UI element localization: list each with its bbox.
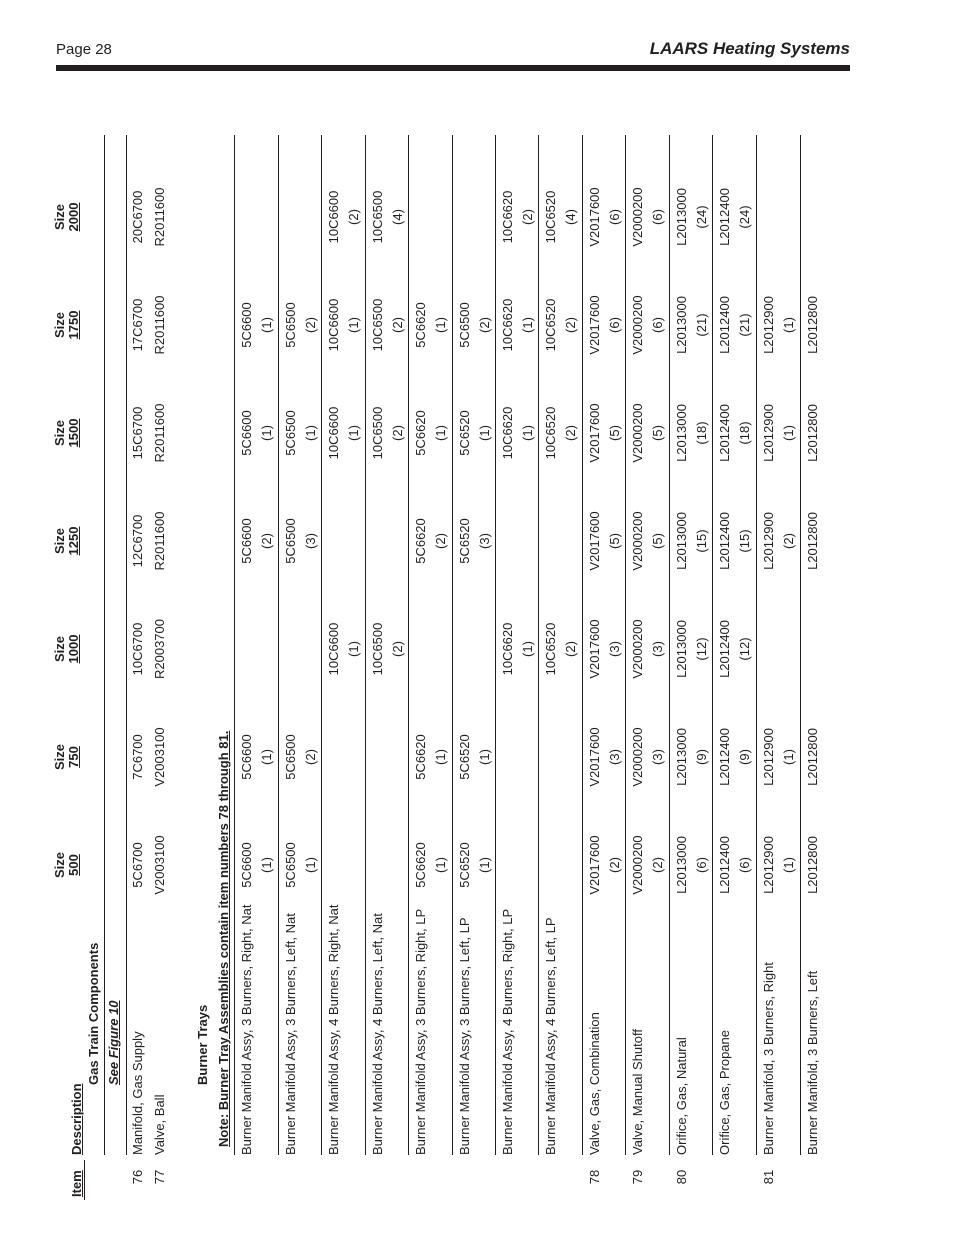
part-quantity: (1) [433, 857, 448, 873]
size-column-header [53, 388, 81, 478]
part-number: V2017600 [587, 835, 602, 895]
brand-title: LAARS Heating Systems [649, 39, 850, 58]
part-number: 10C6700 [130, 622, 145, 676]
part-quantity: (12) [694, 637, 709, 661]
part-number: 5C6600 [239, 518, 254, 564]
part-number: L2012400 [717, 620, 732, 678]
part-number: 5C6600 [239, 302, 254, 348]
row-description: Burner Manifold, 3 Burners, Left [805, 970, 820, 1155]
part-number: V2017600 [587, 619, 602, 679]
part-number: V2017600 [587, 187, 602, 247]
part-quantity: (12) [737, 637, 752, 661]
item-number: 79 [630, 1169, 645, 1185]
part-number: V2000200 [630, 619, 645, 679]
item-number: 80 [674, 1169, 689, 1185]
part-number: 10C6620 [500, 298, 515, 352]
part-quantity: (1) [303, 857, 318, 873]
row-description: Orifice, Gas, Natural [674, 1037, 689, 1155]
part-quantity: (6) [650, 209, 665, 225]
part-quantity: (2) [346, 209, 361, 225]
part-quantity: (3) [607, 749, 622, 765]
part-quantity: (2) [433, 533, 448, 549]
part-quantity: (2) [477, 317, 492, 333]
part-number: 5C6500 [283, 842, 298, 888]
part-number: R2011600 [152, 187, 167, 247]
row-separator [582, 135, 583, 1155]
size-word: Size [52, 204, 67, 231]
header-underline [84, 1160, 85, 1200]
part-quantity: (1) [433, 425, 448, 441]
part-quantity: (2) [650, 857, 665, 873]
part-quantity: (5) [650, 533, 665, 549]
part-number: L2012400 [717, 404, 732, 462]
row-description: Burner Manifold Assy, 3 Burners, Right, LP [413, 908, 428, 1155]
row-separator [495, 135, 496, 1155]
part-number: 5C6620 [413, 734, 428, 780]
part-quantity: (3) [607, 641, 622, 657]
part-quantity: (6) [650, 317, 665, 333]
part-number: V2000200 [630, 295, 645, 355]
part-quantity: (1) [346, 641, 361, 657]
row-description: Burner Manifold, 3 Burners, Right [761, 962, 776, 1155]
part-quantity: (15) [737, 529, 752, 553]
part-quantity: (2) [390, 317, 405, 333]
part-number: 10C6520 [543, 298, 558, 352]
part-quantity: (1) [259, 749, 274, 765]
part-quantity: (2) [303, 749, 318, 765]
part-number: V2017600 [587, 511, 602, 571]
part-number: L2012900 [761, 296, 776, 354]
part-quantity: (15) [694, 529, 709, 553]
row-description: Orifice, Gas, Propane [717, 1030, 732, 1155]
part-number: 5C6500 [283, 518, 298, 564]
part-number: 5C6600 [239, 410, 254, 456]
part-number: L2012800 [805, 728, 820, 786]
part-number: 5C6500 [283, 734, 298, 780]
part-quantity: (3) [650, 641, 665, 657]
part-number: 5C6520 [457, 734, 472, 780]
part-quantity: (5) [607, 533, 622, 549]
part-number: 5C6500 [457, 302, 472, 348]
row-description: Burner Manifold Assy, 3 Burners, Right, Nat [239, 904, 254, 1155]
part-number: L2012400 [717, 512, 732, 570]
part-number: V2000200 [630, 511, 645, 571]
size-column-header [53, 172, 81, 262]
row-separator [126, 135, 127, 1155]
part-quantity: (1) [259, 857, 274, 873]
part-quantity: (1) [259, 317, 274, 333]
row-separator [408, 135, 409, 1155]
part-quantity: (18) [694, 421, 709, 445]
part-number: L2012800 [805, 512, 820, 570]
part-number: 5C6620 [413, 302, 428, 348]
part-number: 17C6700 [130, 298, 145, 352]
part-quantity: (1) [477, 749, 492, 765]
part-quantity: (2) [303, 317, 318, 333]
part-number: L2012900 [761, 836, 776, 894]
part-quantity: (2) [520, 209, 535, 225]
row-separator [452, 135, 453, 1155]
row-separator [625, 135, 626, 1155]
part-number: 5C6500 [283, 302, 298, 348]
item-number: 77 [152, 1169, 167, 1185]
size-value: 2000 [66, 202, 81, 232]
size-value: 750 [66, 746, 81, 768]
part-number: V2000200 [630, 835, 645, 895]
part-number: 10C6620 [500, 406, 515, 460]
part-number: 10C6600 [326, 622, 341, 676]
burner-tray-note: Note: Burner Tray Assemblies contain item numbers 78 through 81. [216, 730, 231, 1147]
part-quantity: (1) [520, 317, 535, 333]
size-column-header [53, 604, 81, 694]
part-number: L2012900 [761, 404, 776, 462]
part-number: 10C6500 [370, 622, 385, 676]
part-number: 10C6520 [543, 406, 558, 460]
part-quantity: (2) [607, 857, 622, 873]
part-number: V2000200 [630, 403, 645, 463]
size-column-header [53, 280, 81, 370]
part-number: 10C6600 [326, 298, 341, 352]
row-description: Burner Manifold Assy, 3 Burners, Left, LP [457, 917, 472, 1155]
row-description: Burner Manifold Assy, 3 Burners, Left, Nat [283, 913, 298, 1155]
part-number: R2011600 [152, 295, 167, 355]
row-separator [712, 135, 713, 1155]
item-column-header: Item [69, 1170, 84, 1197]
part-number: L2013000 [674, 188, 689, 246]
part-quantity: (1) [781, 749, 796, 765]
part-quantity: (1) [259, 425, 274, 441]
part-number: 5C6600 [239, 842, 254, 888]
row-description: Valve, Gas, Combination [587, 1012, 602, 1155]
part-quantity: (2) [563, 425, 578, 441]
part-number: 5C6500 [283, 410, 298, 456]
size-value: 1250 [66, 526, 81, 556]
part-number: V2017600 [587, 403, 602, 463]
item-number: 81 [761, 1169, 776, 1185]
row-description: Burner Manifold Assy, 4 Burners, Right, LP [500, 908, 515, 1155]
part-number: L2012400 [717, 728, 732, 786]
part-number: 5C6620 [413, 518, 428, 564]
part-quantity: (5) [607, 425, 622, 441]
description-column-header: Description [69, 1083, 84, 1155]
row-separator [321, 135, 322, 1155]
part-number: L2012800 [805, 836, 820, 894]
part-number: 5C6520 [457, 410, 472, 456]
part-number: L2013000 [674, 728, 689, 786]
part-number: L2013000 [674, 404, 689, 462]
section-gas-train: Gas Train Components [86, 942, 101, 1085]
part-quantity: (1) [520, 641, 535, 657]
part-number: V2003100 [152, 835, 167, 895]
size-word: Size [52, 528, 67, 555]
size-value: 1500 [66, 418, 81, 448]
part-quantity: (3) [477, 533, 492, 549]
part-number: L2012800 [805, 296, 820, 354]
part-quantity: (5) [650, 425, 665, 441]
part-quantity: (2) [781, 533, 796, 549]
part-quantity: (1) [477, 425, 492, 441]
part-number: 20C6700 [130, 190, 145, 244]
part-number: L2012900 [761, 512, 776, 570]
part-quantity: (1) [477, 857, 492, 873]
see-figure-label: See Figure 10 [106, 1000, 121, 1085]
size-column-header [53, 712, 81, 802]
part-number: R2011600 [152, 403, 167, 463]
part-number: 12C6700 [130, 514, 145, 568]
part-number: 5C6600 [239, 734, 254, 780]
part-quantity: (9) [694, 749, 709, 765]
row-description: Burner Manifold Assy, 4 Burners, Left, Nat [370, 913, 385, 1155]
header-rule [56, 65, 850, 71]
part-quantity: (2) [390, 641, 405, 657]
size-word: Size [52, 312, 67, 339]
part-quantity: (1) [781, 857, 796, 873]
row-description: Manifold, Gas Supply [130, 1031, 145, 1155]
part-number: 10C6500 [370, 298, 385, 352]
part-number: L2012400 [717, 296, 732, 354]
size-value: 1750 [66, 310, 81, 340]
part-quantity: (2) [563, 641, 578, 657]
row-description: Burner Manifold Assy, 4 Burners, Right, Nat [326, 904, 341, 1155]
part-quantity: (2) [390, 425, 405, 441]
part-number: L2012900 [761, 728, 776, 786]
part-number: 7C6700 [130, 734, 145, 780]
size-word: Size [52, 852, 67, 879]
part-quantity: (1) [303, 425, 318, 441]
row-description: Burner Manifold Assy, 4 Burners, Left, LP [543, 917, 558, 1155]
row-separator [234, 135, 235, 1155]
size-word: Size [52, 636, 67, 663]
part-quantity: (24) [694, 205, 709, 229]
part-number: 10C6500 [370, 190, 385, 244]
part-number: R2011600 [152, 511, 167, 571]
part-quantity: (6) [694, 857, 709, 873]
part-number: 10C6620 [500, 190, 515, 244]
part-number: 5C6520 [457, 518, 472, 564]
part-number: 10C6620 [500, 622, 515, 676]
part-quantity: (3) [650, 749, 665, 765]
size-value: 1000 [66, 634, 81, 664]
part-number: L2013000 [674, 620, 689, 678]
row-separator [278, 135, 279, 1155]
part-quantity: (3) [303, 533, 318, 549]
part-number: 5C6620 [413, 410, 428, 456]
part-number: 5C6620 [413, 842, 428, 888]
part-quantity: (1) [433, 317, 448, 333]
part-number: V2000200 [630, 727, 645, 787]
part-number: 5C6520 [457, 842, 472, 888]
part-number: L2012400 [717, 188, 732, 246]
size-value: 500 [66, 854, 81, 876]
part-number: L2013000 [674, 296, 689, 354]
parts-table [0, 105, 954, 1235]
part-quantity: (1) [781, 425, 796, 441]
part-number: 5C6700 [130, 842, 145, 888]
row-separator [365, 135, 366, 1155]
part-quantity: (21) [694, 313, 709, 337]
item-number: 76 [130, 1169, 145, 1185]
size-word: Size [52, 744, 67, 771]
part-number: L2012800 [805, 404, 820, 462]
size-word: Size [52, 420, 67, 447]
row-separator [669, 135, 670, 1155]
part-number: 15C6700 [130, 406, 145, 460]
part-number: 10C6520 [543, 622, 558, 676]
row-separator [104, 135, 105, 1155]
part-quantity: (9) [737, 749, 752, 765]
part-quantity: (1) [346, 425, 361, 441]
part-quantity: (6) [737, 857, 752, 873]
part-quantity: (1) [433, 749, 448, 765]
part-number: 10C6600 [326, 190, 341, 244]
row-separator [756, 135, 757, 1155]
part-number: V2003100 [152, 727, 167, 787]
part-quantity: (4) [390, 209, 405, 225]
part-number: 10C6500 [370, 406, 385, 460]
part-quantity: (24) [737, 205, 752, 229]
item-number: 78 [587, 1169, 602, 1185]
part-quantity: (18) [737, 421, 752, 445]
row-description: Valve, Ball [152, 1094, 167, 1155]
row-separator [800, 135, 801, 1155]
part-quantity: (2) [259, 533, 274, 549]
part-number: V2017600 [587, 295, 602, 355]
row-description: Valve, Manual Shutoff [630, 1029, 645, 1155]
part-number: V2000200 [630, 187, 645, 247]
part-number: V2017600 [587, 727, 602, 787]
section-burner-trays: Burner Trays [195, 1004, 210, 1085]
part-number: R2003700 [152, 619, 167, 679]
part-quantity: (6) [607, 209, 622, 225]
size-column-header [53, 820, 81, 910]
page-number: Page 28 [56, 41, 112, 58]
part-quantity: (1) [520, 425, 535, 441]
part-number: L2012400 [717, 836, 732, 894]
part-quantity: (1) [346, 317, 361, 333]
part-quantity: (21) [737, 313, 752, 337]
row-separator [538, 135, 539, 1155]
part-quantity: (4) [563, 209, 578, 225]
part-number: L2013000 [674, 836, 689, 894]
part-quantity: (6) [607, 317, 622, 333]
part-number: 10C6600 [326, 406, 341, 460]
size-column-header [53, 496, 81, 586]
part-quantity: (1) [781, 317, 796, 333]
part-number: L2013000 [674, 512, 689, 570]
part-quantity: (2) [563, 317, 578, 333]
part-number: 10C6520 [543, 190, 558, 244]
